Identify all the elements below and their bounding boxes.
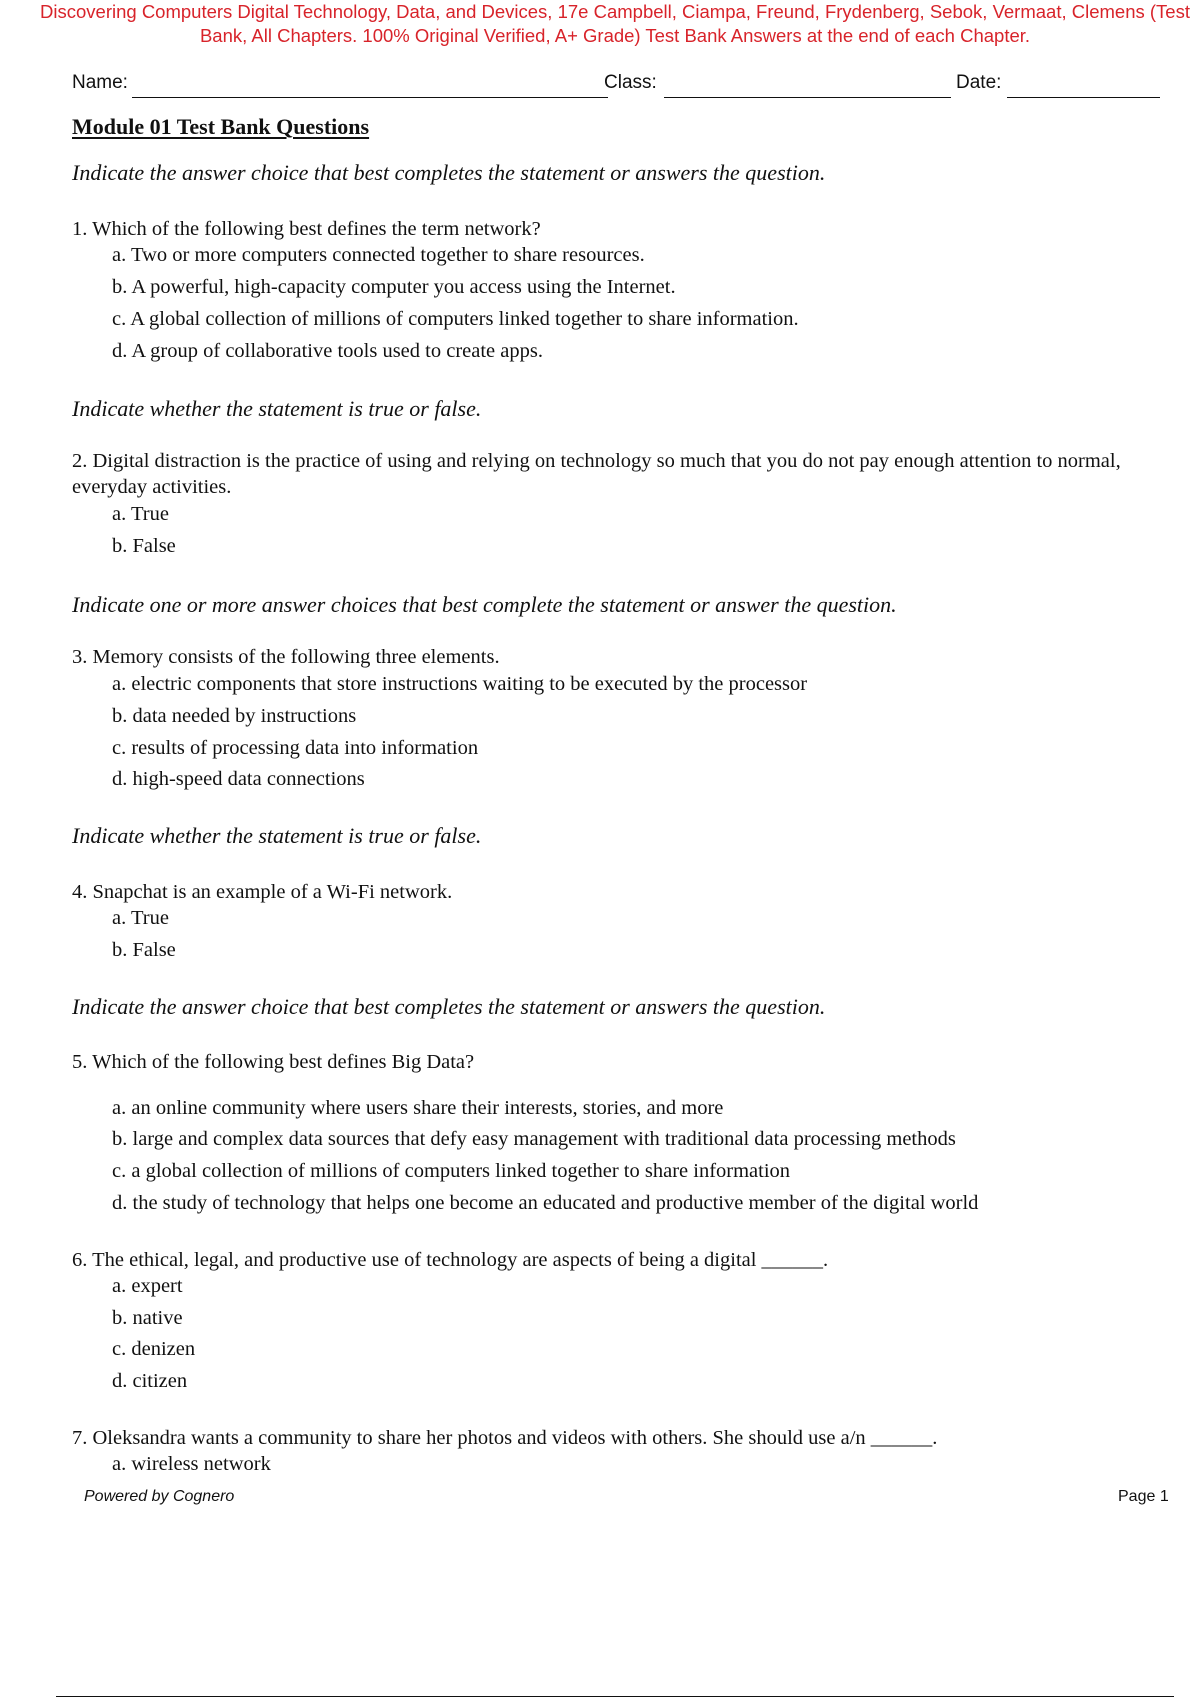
date-field[interactable] — [1007, 97, 1160, 98]
choice-6d: d. citizen — [112, 1370, 188, 1392]
choice-6b: b. native — [112, 1307, 183, 1329]
question-7: 7. Oleksandra wants a community to share her photos and videos with others. She should use a/n ______. — [72, 1427, 938, 1449]
choice-1d: d. A group of collaborative tools used to create apps. — [112, 340, 543, 362]
choice-5a: a. an online community where users share their interests, stories, and more — [112, 1097, 724, 1119]
choice-3a: a. electric components that store instructions waiting to be executed by the processor — [112, 673, 808, 695]
choice-1b: b. A powerful, high-capacity computer you access using the Internet. — [112, 276, 676, 298]
instruction-best-answer: Indicate the answer choice that best completes the statement or answers the question. — [72, 160, 826, 185]
class-label: Class: — [604, 72, 657, 93]
date-label: Date: — [956, 72, 1002, 93]
question-1: 1. Which of the following best defines the term network? — [72, 218, 541, 240]
choice-1a: a. Two or more computers connected together to share resources. — [112, 244, 645, 266]
instruction-true-false: Indicate whether the statement is true or false. — [72, 823, 482, 848]
question-3: 3. Memory consists of the following three elements. — [72, 646, 500, 668]
choice-6c: c. denizen — [112, 1338, 196, 1360]
choice-5d: d. the study of technology that helps one become an educated and productive member of the digital world — [112, 1192, 979, 1214]
choice-4a: a. True — [112, 907, 169, 929]
question-5: 5. Which of the following best defines Big Data? — [72, 1051, 475, 1073]
question-2: 2. Digital distraction is the practice of using and relying on technology so much that you do not pay enough attention to normal, everyday activities. — [72, 450, 1121, 498]
question-6: 6. The ethical, legal, and productive use of technology are aspects of being a digital ______. — [72, 1249, 829, 1271]
choice-7a: a. wireless network — [112, 1453, 271, 1475]
choice-3b: b. data needed by instructions — [112, 705, 357, 727]
choice-3c: c. results of processing data into information — [112, 737, 479, 759]
page-number: Page 1 — [1118, 1488, 1169, 1505]
choice-2b: b. False — [112, 535, 176, 557]
instruction-multiple: Indicate one or more answer choices that best complete the statement or answer the question. — [72, 592, 897, 617]
name-field[interactable] — [132, 97, 608, 98]
choice-3d: d. high-speed data connections — [112, 768, 365, 790]
question-4: 4. Snapchat is an example of a Wi-Fi network. — [72, 881, 453, 903]
document-banner: Discovering Computers Digital Technology, Data, and Devices, 17e Campbell, Ciampa, Freund, Frydenberg, Sebok, Vermaat, Clemens (Test Bank, All Chapters. 100% Original Verified, A+ Grade) Test Bank Answers at the end of each Chapter. — [40, 1, 1190, 46]
choice-5b: b. large and complex data sources that defy easy management with traditional data processing methods — [112, 1128, 956, 1150]
student-info-fields — [72, 72, 1160, 102]
powered-by: Powered by Cognero — [84, 1488, 235, 1505]
choice-2a: a. True — [112, 503, 169, 525]
choice-5c: c. a global collection of millions of computers linked together to share information — [112, 1160, 791, 1182]
page-divider — [56, 1696, 1174, 1697]
name-label: Name: — [72, 72, 128, 93]
module-title: Module 01 Test Bank Questions — [72, 114, 370, 139]
choice-6a: a. expert — [112, 1275, 183, 1297]
class-field[interactable] — [664, 97, 951, 98]
instruction-true-false: Indicate whether the statement is true or false. — [72, 396, 482, 421]
instruction-best-answer: Indicate the answer choice that best completes the statement or answers the question. — [72, 994, 826, 1019]
choice-1c: c. A global collection of millions of computers linked together to share information. — [112, 308, 799, 330]
choice-4b: b. False — [112, 939, 176, 961]
